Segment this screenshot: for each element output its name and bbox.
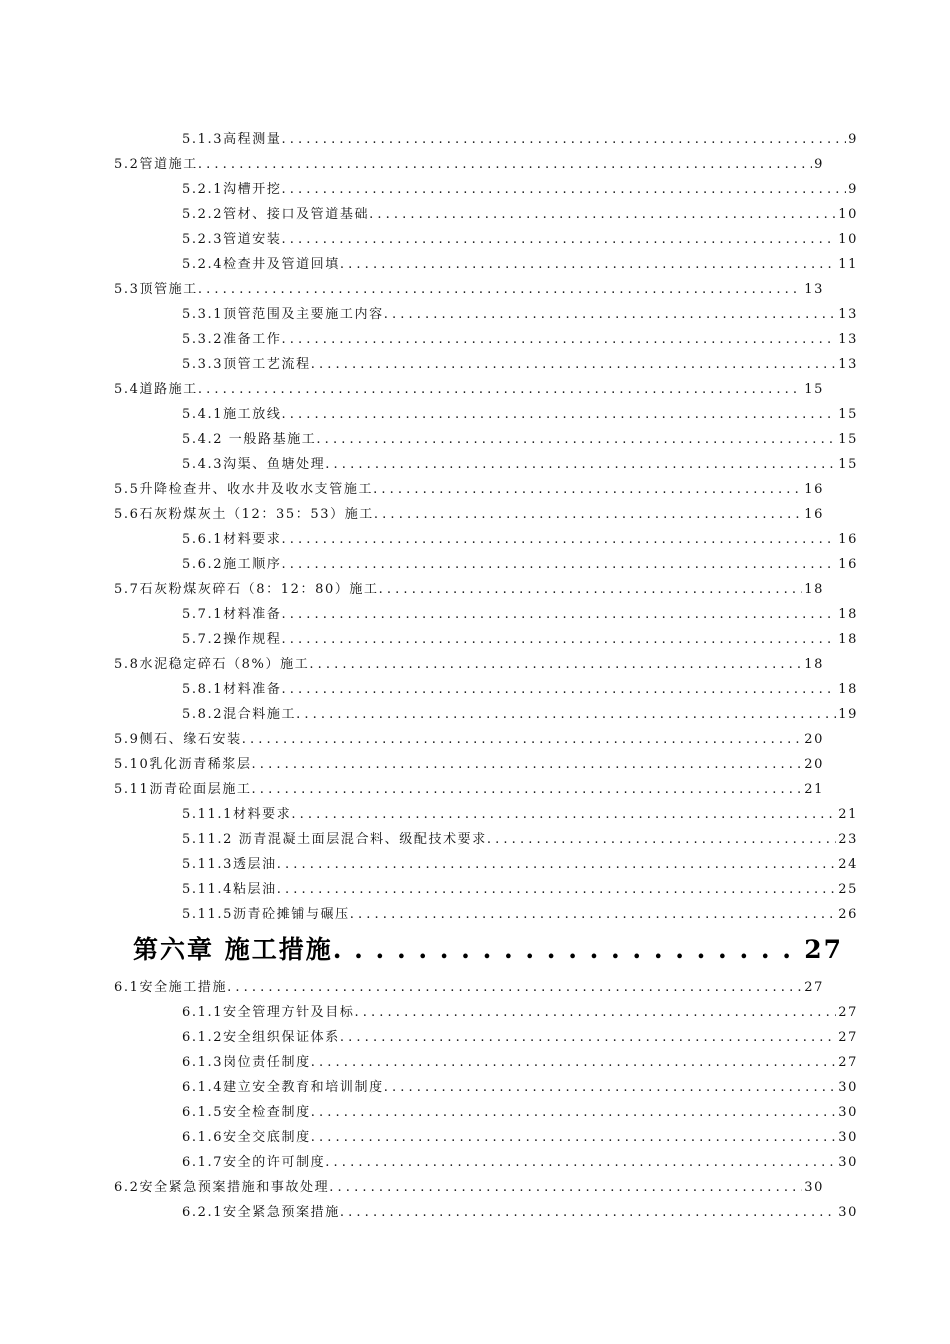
toc-entry[interactable] — [182, 353, 858, 371]
toc-entry[interactable] — [182, 1101, 858, 1119]
toc-entry-title: 5.8水泥稳定碎石（8%）施工 — [114, 657, 310, 671]
toc-entry-page: 26 — [838, 907, 858, 921]
toc-entry[interactable] — [182, 178, 858, 196]
toc-entry[interactable] — [182, 1126, 858, 1144]
toc-entry-page: 9 — [814, 157, 824, 171]
toc-entry[interactable] — [182, 1201, 858, 1219]
toc-entry[interactable] — [182, 253, 858, 271]
toc-entry-page: 20 — [804, 757, 824, 771]
toc-entry[interactable] — [182, 228, 858, 246]
toc-entry-title: 5.4.1施工放线 — [182, 407, 282, 421]
toc-entry[interactable] — [182, 1076, 858, 1094]
toc-entry-page: 20 — [804, 732, 824, 746]
toc-entry-title: 6.1.5安全检查制度 — [182, 1105, 311, 1119]
toc-entry-page: 27 — [838, 1030, 858, 1044]
toc-entry[interactable] — [182, 603, 858, 621]
toc-entry-title: 6.1安全施工措施 — [114, 980, 228, 994]
toc-entry-page: 30 — [838, 1130, 858, 1144]
toc-entry-title: 5.2管道施工 — [114, 157, 198, 171]
toc-entry-page: 27 — [838, 1055, 858, 1069]
toc-entry-page: 9 — [848, 132, 858, 146]
toc-entry[interactable] — [114, 753, 824, 771]
toc-entry-page: 11 — [838, 257, 858, 271]
toc-entry[interactable] — [114, 1176, 824, 1194]
toc-entry-title: 6.1.3岗位责任制度 — [182, 1055, 311, 1069]
toc-entry-page: 16 — [838, 557, 858, 571]
toc-entry[interactable] — [182, 303, 858, 321]
toc-entry-title: 5.8.2混合料施工 — [182, 707, 297, 721]
toc-entry-page: 30 — [838, 1205, 858, 1219]
toc-entry-page: 18 — [804, 657, 824, 671]
toc-entry-title: 6.1.4建立安全教育和培训制度 — [182, 1080, 384, 1094]
toc-entry-title: 5.7.2操作规程 — [182, 632, 282, 646]
toc-entry-title: 5.11.1材料要求 — [182, 807, 292, 821]
toc-entry-title: 6.2.1安全紧急预案措施 — [182, 1205, 340, 1219]
toc-entry-page: 16 — [838, 532, 858, 546]
toc-entry-page: 18 — [838, 682, 858, 696]
toc-entry[interactable] — [114, 153, 824, 171]
toc-entry-title: 6.2安全紧急预案措施和事故处理 — [114, 1180, 330, 1194]
toc-entry[interactable] — [182, 453, 858, 471]
toc-entry[interactable] — [182, 428, 858, 446]
toc-entry-page: 30 — [838, 1155, 858, 1169]
toc-entry-title: 5.2.4检查井及管道回填 — [182, 257, 340, 271]
toc-entry-title: 5.8.1材料准备 — [182, 682, 282, 696]
toc-entry-title: 5.4道路施工 — [114, 382, 198, 396]
toc-entry-page: 21 — [804, 782, 824, 796]
toc-entry[interactable] — [182, 878, 858, 896]
toc-entry-page: 13 — [804, 282, 824, 296]
toc-entry[interactable] — [182, 528, 858, 546]
toc-entry[interactable] — [182, 1026, 858, 1044]
toc-entry-page: 23 — [838, 832, 858, 846]
toc-entry-title: 5.4.2 一般路基施工 — [182, 432, 317, 446]
toc-entry-title: 5.11.5沥青砼摊铺与碾压 — [182, 907, 350, 921]
toc-entry-title: 5.7石灰粉煤灰碎石（8：12：80）施工 — [114, 582, 379, 596]
toc-entry-page: 15 — [838, 432, 858, 446]
toc-entry[interactable] — [182, 828, 858, 846]
toc-entry-title: 5.3.2准备工作 — [182, 332, 282, 346]
chapter-page: 27 — [804, 935, 843, 964]
toc-entry-page: 27 — [838, 1005, 858, 1019]
toc-entry-title: 5.4.3沟渠、鱼塘处理 — [182, 457, 326, 471]
toc-entry[interactable] — [182, 678, 858, 696]
toc-entry[interactable] — [182, 803, 858, 821]
toc-entry-title: 5.11.3透层油 — [182, 857, 277, 871]
toc-entry[interactable] — [114, 728, 824, 746]
toc-entry-title: 5.3.1顶管范围及主要施工内容 — [182, 307, 384, 321]
toc-entry[interactable] — [182, 853, 858, 871]
toc-entry-page: 18 — [804, 582, 824, 596]
toc-entry-page: 16 — [804, 507, 824, 521]
toc-entry-page: 13 — [838, 307, 858, 321]
toc-entry-title: 5.2.3管道安装 — [182, 232, 282, 246]
toc-entry-title: 5.3顶管施工 — [114, 282, 198, 296]
toc-entry-title: 5.10乳化沥青稀浆层 — [114, 757, 252, 771]
toc-entry[interactable] — [182, 628, 858, 646]
toc-entry-page: 18 — [838, 632, 858, 646]
toc-entry-title: 5.6.2施工顺序 — [182, 557, 282, 571]
toc-entry[interactable] — [182, 128, 858, 146]
toc-entry-title: 5.6.1材料要求 — [182, 532, 282, 546]
toc-entry-page: 18 — [838, 607, 858, 621]
toc-entry-page: 10 — [838, 232, 858, 246]
toc-entry[interactable] — [182, 1151, 858, 1169]
toc-entry[interactable] — [114, 778, 824, 796]
toc-chapter-entry[interactable] — [133, 930, 843, 966]
toc-entry[interactable] — [182, 203, 858, 221]
toc-entry-title: 6.1.2安全组织保证体系 — [182, 1030, 340, 1044]
toc-entry[interactable] — [114, 578, 824, 596]
toc-entry-page: 21 — [838, 807, 858, 821]
toc-entry[interactable] — [182, 903, 858, 921]
toc-entry-page: 15 — [838, 407, 858, 421]
toc-entry-title: 5.11.4粘层油 — [182, 882, 277, 896]
chapter-title: 第六章 施工措施 — [133, 935, 333, 964]
toc-entry[interactable] — [114, 478, 824, 496]
toc-entry[interactable] — [114, 378, 824, 396]
toc-entry-title: 5.11.2 沥青混凝土面层混合料、级配技术要求 — [182, 832, 487, 846]
toc-entry[interactable] — [182, 1001, 858, 1019]
toc-entry[interactable] — [114, 976, 824, 994]
toc-entry[interactable] — [182, 328, 858, 346]
toc-entry-title: 6.1.6安全交底制度 — [182, 1130, 311, 1144]
toc-entry-page: 25 — [838, 882, 858, 896]
toc-entry-title: 5.5升降检查井、收水井及收水支管施工 — [114, 482, 374, 496]
toc-entry-title: 5.2.2管材、接口及管道基础 — [182, 207, 370, 221]
toc-entry-page: 10 — [838, 207, 858, 221]
toc-entry-page: 13 — [838, 357, 858, 371]
toc-entry-page: 13 — [838, 332, 858, 346]
toc-entry[interactable] — [182, 703, 858, 721]
toc-entry[interactable] — [114, 503, 824, 521]
toc-entry-page: 27 — [804, 980, 824, 994]
toc-entry-title: 6.1.1安全管理方针及目标 — [182, 1005, 355, 1019]
toc-entry-page: 15 — [838, 457, 858, 471]
toc-entry[interactable] — [182, 403, 858, 421]
toc-entry-page: 19 — [838, 707, 858, 721]
toc-entry-title: 5.6石灰粉煤灰土（12：35：53）施工 — [114, 507, 374, 521]
toc-entry[interactable] — [182, 1051, 858, 1069]
toc-entry[interactable] — [182, 553, 858, 571]
toc-entry-page: 24 — [838, 857, 858, 871]
toc-entry[interactable] — [114, 653, 824, 671]
toc-entry-page: 30 — [838, 1080, 858, 1094]
toc-entry-title: 5.7.1材料准备 — [182, 607, 282, 621]
toc-entry-page: 15 — [804, 382, 824, 396]
toc-entry-title: 5.3.3顶管工艺流程 — [182, 357, 311, 371]
toc-entry-title: 5.9侧石、缘石安装 — [114, 732, 242, 746]
toc-entry-title: 5.1.3高程测量 — [182, 132, 282, 146]
toc-entry-title: 5.2.1沟槽开挖 — [182, 182, 282, 196]
toc-entry-page: 30 — [838, 1105, 858, 1119]
toc-entry-title: 6.1.7安全的许可制度 — [182, 1155, 326, 1169]
toc-entry[interactable] — [114, 278, 824, 296]
toc-entry-title: 5.11沥青砼面层施工 — [114, 782, 252, 796]
toc-entry-page: 16 — [804, 482, 824, 496]
toc-entry-page: 30 — [804, 1180, 824, 1194]
toc-entry-page: 9 — [848, 182, 858, 196]
